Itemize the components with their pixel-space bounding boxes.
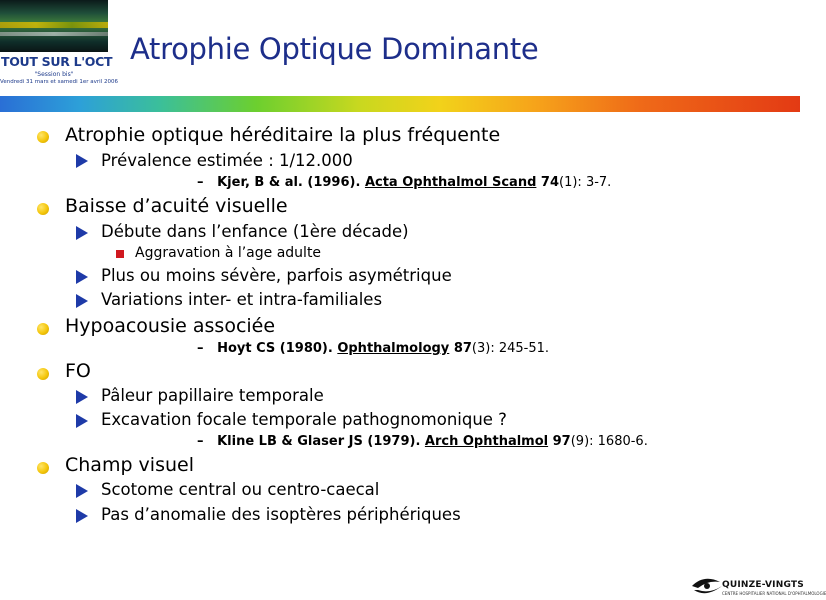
bullet-level2: Plus ou moins sévère, parfois asymétrique [101,266,452,285]
ref-authors: Kline LB & Glaser JS (1979). [217,434,425,449]
bullet-triangle-icon [76,154,88,168]
reference-line [197,175,611,190]
bullet-level2: Scotome central ou centro-caecal [101,480,380,499]
ref-pages: (3): 245-51. [471,341,550,356]
bullet-level2: Prévalence estimée : 1/12.000 [101,151,353,170]
footer-name: QUINZE-VINGTS [722,580,804,590]
bullet-triangle-icon [76,270,88,284]
ref-volume: 87 [453,341,472,356]
ref-journal: Ophthalmology [337,341,450,356]
logo-title: TOUT SUR L'OCT [1,54,113,69]
bullet-level1: Atrophie optique héréditaire la plus fréquente [65,124,501,146]
bullet-level2: Excavation focale temporale pathognomonique ? [101,410,507,429]
ref-dash: – [197,341,204,356]
bullet-level2: Variations inter- et intra-familiales [101,290,383,309]
bullet-level2: Débute dans l’enfance (1ère décade) [101,222,409,241]
logo-subtitle: "Session bis" [34,71,74,78]
bullet-circle-icon [37,368,49,380]
bullet-level1: FO [65,360,91,382]
reference-line [197,341,549,356]
bullet-circle-icon [37,203,49,215]
ref-journal: Arch Ophthalmol [424,434,549,449]
footer-subtitle: CENTRE HOSPITALIER NATIONAL D'OPHTALMOLOGIE [722,591,826,596]
ref-pages: (1): 3-7. [559,175,612,190]
logo-date: Vendredi 31 mars et samedi 1er avril 2006 [0,79,118,85]
bullet-triangle-icon [76,484,88,498]
bullet-circle-icon [37,323,49,335]
ref-authors: Kjer, B & al. (1996). [217,175,365,190]
bullet-level2: Pas d’anomalie des isoptères périphériques [101,505,461,524]
oct-logo [0,0,118,92]
bullet-level3: Aggravation à l’age adulte [135,245,322,261]
oct-scan-image [0,0,108,52]
bullet-level1: Champ visuel [65,454,194,476]
eye-logo-icon [690,572,724,598]
bullet-triangle-icon [76,294,88,308]
reference-line [197,434,648,449]
bullet-level2: Pâleur papillaire temporale [101,386,324,405]
ref-volume: 97 [552,434,571,449]
bullet-level1: Hypoacousie associée [65,315,276,337]
bullet-triangle-icon [76,509,88,523]
bullet-level1: Baisse d’acuité visuelle [65,195,288,217]
bullet-circle-icon [37,462,49,474]
rainbow-divider [0,96,800,112]
bullet-triangle-icon [76,226,88,240]
ref-dash: – [197,434,204,449]
ref-authors: Hoyt CS (1980). [217,341,338,356]
bullet-triangle-icon [76,414,88,428]
bullet-square-icon [116,250,124,258]
ref-journal: Acta Ophthalmol Scand [364,175,537,190]
ref-dash: – [197,175,204,190]
ref-pages: (9): 1680-6. [570,434,648,449]
quinze-vingts-logo [690,572,826,600]
bullet-triangle-icon [76,390,88,404]
slide-title: Atrophie Optique Dominante [130,32,539,66]
bullet-circle-icon [37,131,49,143]
ref-volume: 74 [540,175,560,190]
